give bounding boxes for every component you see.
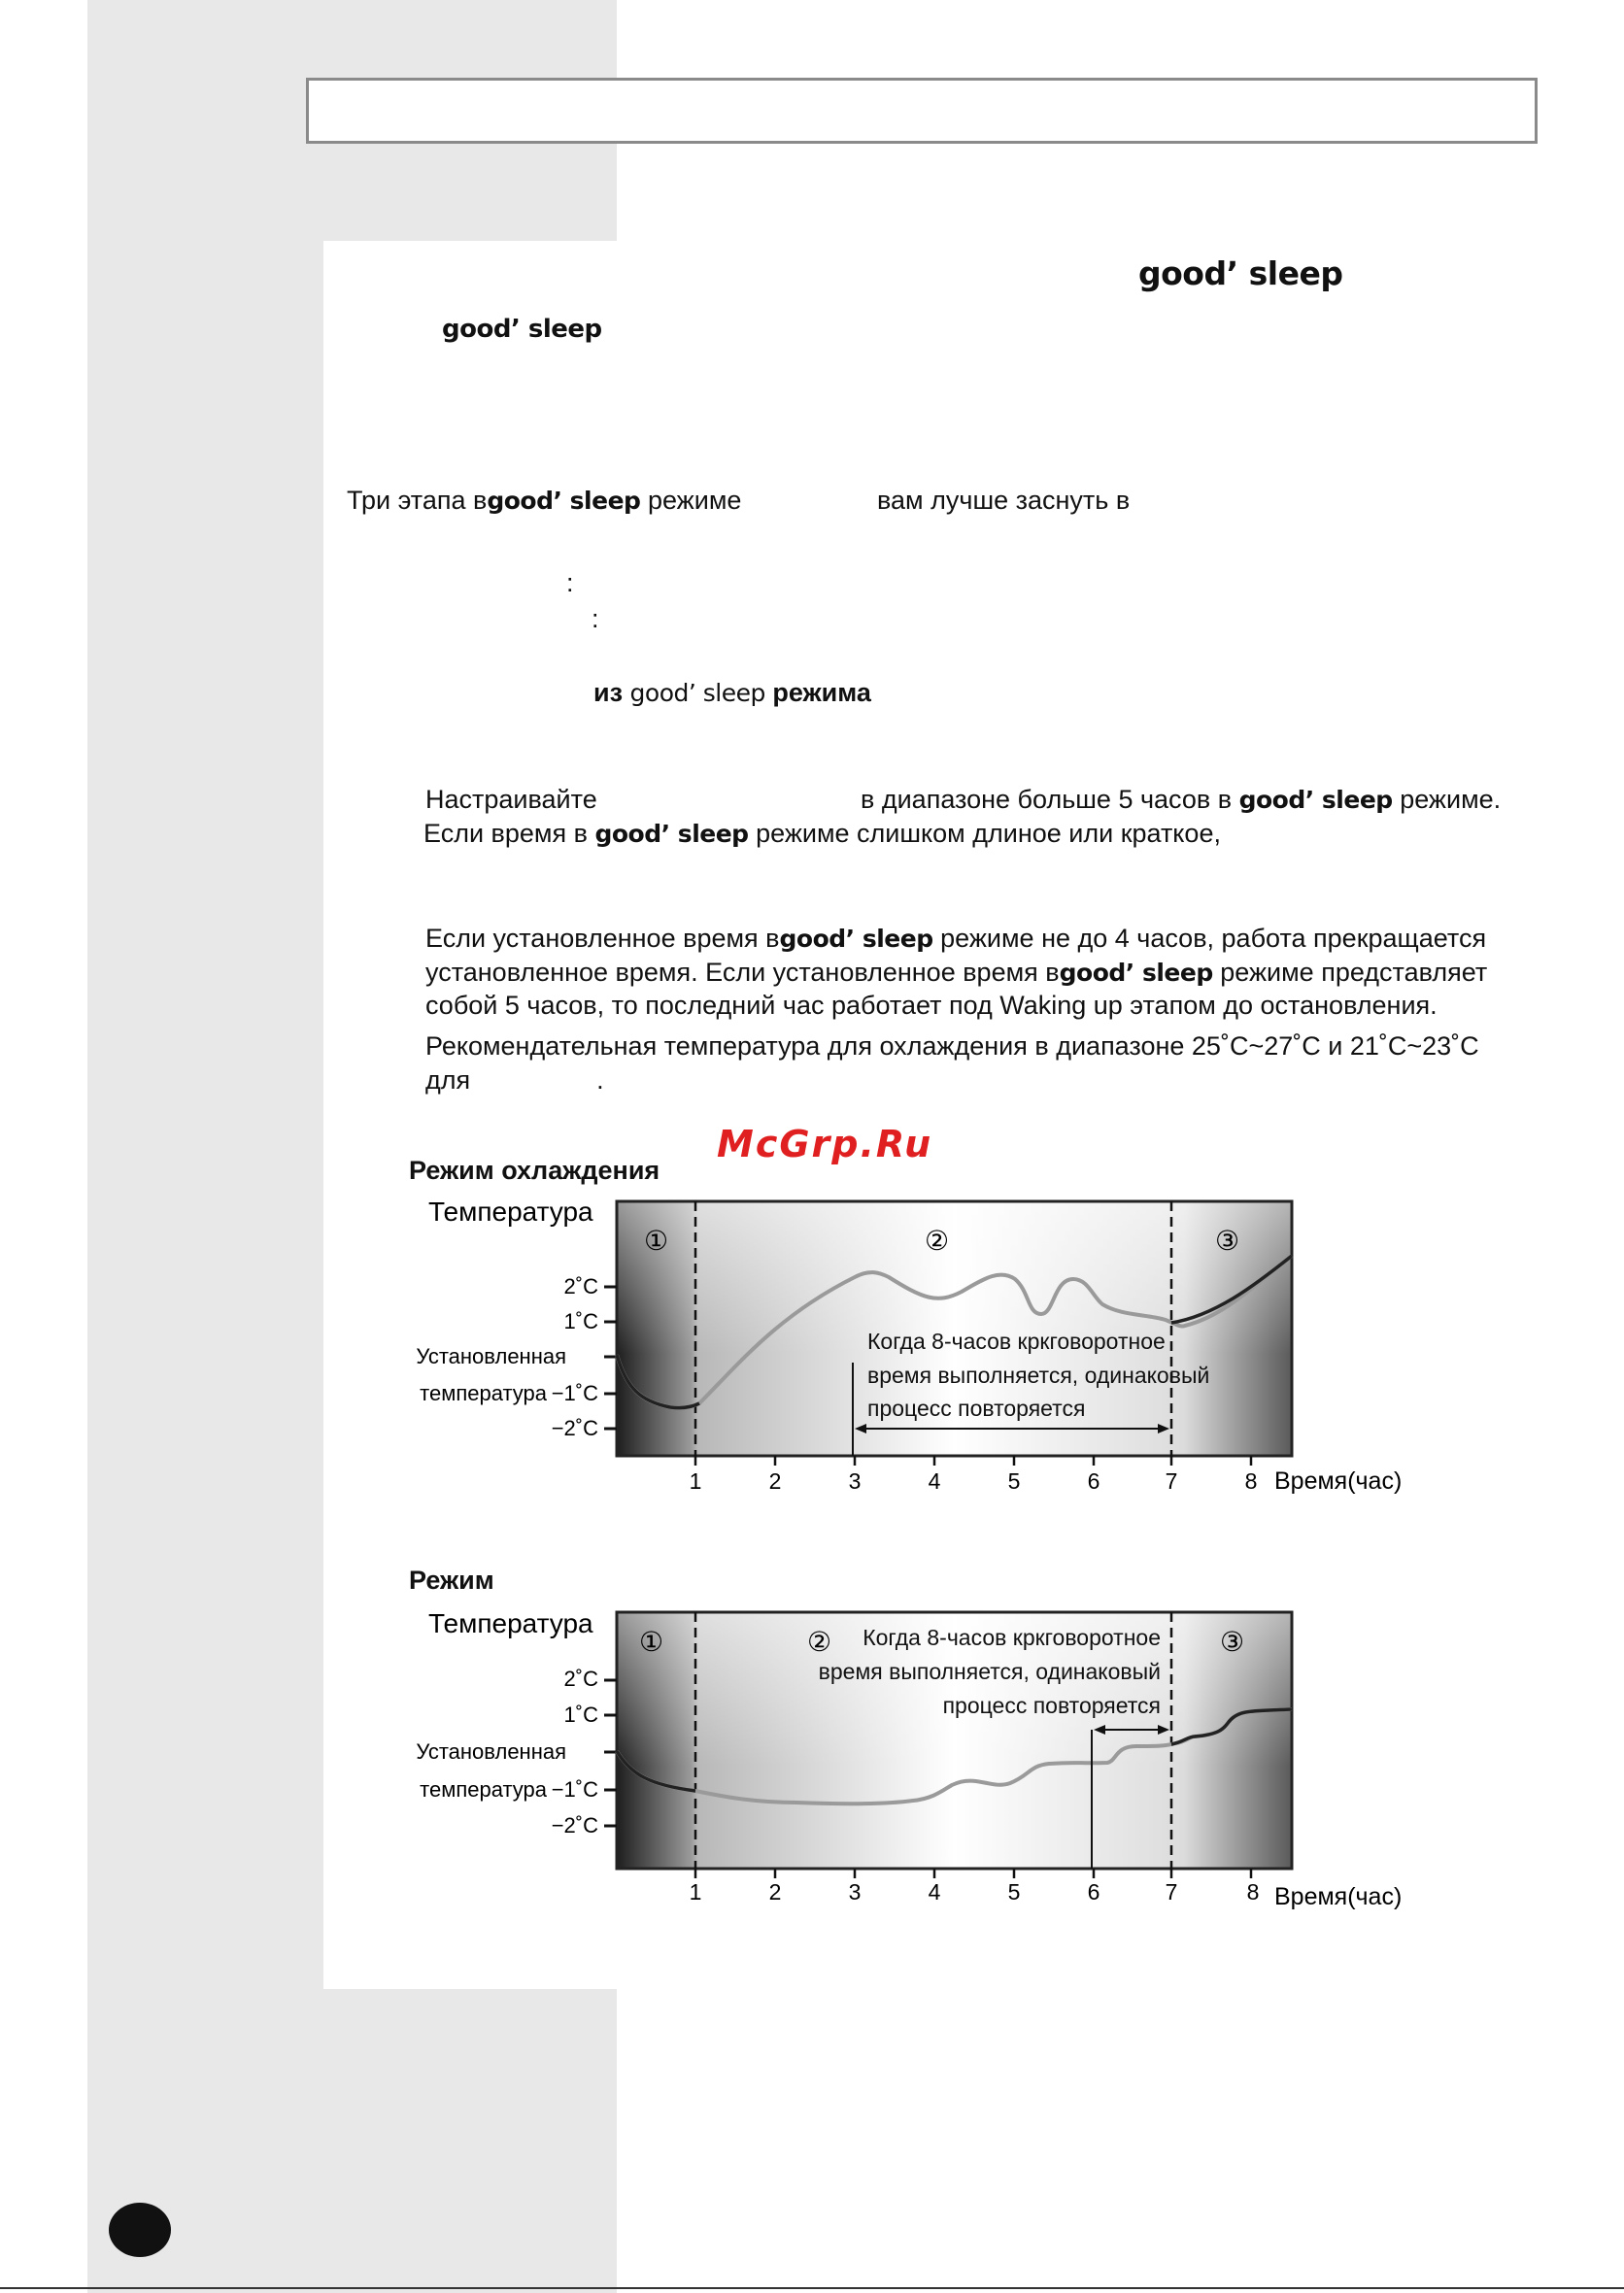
note-3-line-1: Если установленное время вgood’ sleep режиме не до 4 часов, работа прекращается bbox=[425, 924, 1487, 953]
from-mode-line: из good’ sleep режима bbox=[593, 678, 871, 707]
chart-2-ytick-1c: 1˚C bbox=[563, 1703, 598, 1727]
chart-1-xtick: 1 bbox=[689, 1468, 702, 1494]
note-2: Если время в good’ sleep режиме слишком длиное или краткое, bbox=[423, 819, 1221, 848]
chart-1-xtick: 2 bbox=[768, 1468, 782, 1494]
chart-1-stage-3: ③ bbox=[1215, 1226, 1240, 1256]
chart-2-ytick-set2: температура bbox=[420, 1777, 547, 1802]
chart-1-annotation-3: процесс повторяется bbox=[867, 1396, 1086, 1421]
section-title-brand: good’ sleep bbox=[1138, 254, 1343, 292]
chart-1-xtick: 4 bbox=[928, 1468, 941, 1494]
chart-1-xtick: 5 bbox=[1007, 1468, 1021, 1494]
note-3-line-2: установленное время. Если установленное время вgood’ sleep режиме представляет bbox=[425, 958, 1488, 987]
chart-2-annotation-3: процесс повторяется bbox=[942, 1693, 1161, 1718]
chart-2-ytick-m1: −1˚C bbox=[551, 1777, 598, 1802]
intro-line: Три этапа вgood’ sleep режиме bbox=[347, 486, 742, 515]
chart-1-ytick-m2: −2˚C bbox=[551, 1416, 598, 1440]
footer-rule bbox=[0, 2287, 1624, 2289]
chart-2 bbox=[408, 1601, 1438, 1926]
chart-2-xtick: 1 bbox=[689, 1879, 702, 1905]
chart-2-stage-3: ③ bbox=[1220, 1627, 1245, 1657]
chart-2-xtick: 2 bbox=[768, 1879, 782, 1905]
chart-2-ylabel: Температура bbox=[428, 1608, 593, 1638]
chart-1-xtick: 8 bbox=[1244, 1468, 1258, 1494]
chart-2-ytick-m2: −2˚C bbox=[551, 1813, 598, 1838]
watermark: McGrp.Ru bbox=[717, 1123, 933, 1165]
page-number-badge bbox=[109, 2203, 171, 2257]
chart-1 bbox=[408, 1190, 1438, 1510]
chart-2-ytick-set1: Установленная bbox=[416, 1739, 566, 1764]
chart-2-ytick-2c: 2˚C bbox=[563, 1667, 598, 1691]
chart-1-ytick-2c: 2˚C bbox=[563, 1274, 598, 1298]
chart-1-xtick: 6 bbox=[1087, 1468, 1100, 1494]
chart-2-xtick: 8 bbox=[1246, 1879, 1260, 1905]
note-1-b: в диапазоне больше 5 часов в good’ sleep режиме. bbox=[861, 785, 1502, 814]
chart-2-annotation-2: время выполняется, одинаковый bbox=[818, 1659, 1161, 1684]
note-3-line-3: собой 5 часов, то последний час работает под Waking up этапом до остановления. bbox=[425, 991, 1438, 1020]
chart-1-stage-2: ② bbox=[925, 1226, 950, 1256]
chart-2-xlabel: Время(час) bbox=[1274, 1883, 1403, 1910]
chart-2-annotation-1: Когда 8-часов кркговоротное bbox=[863, 1625, 1161, 1650]
chart-1-annotation-1: Когда 8-часов кркговоротное bbox=[867, 1329, 1166, 1354]
chart-1-annotation-2: время выполняется, одинаковый bbox=[867, 1363, 1210, 1388]
chart-2-title: Режим bbox=[409, 1566, 494, 1595]
chart-1-ytick-set1: Установленная bbox=[416, 1344, 566, 1368]
chart-2-xtick: 4 bbox=[928, 1879, 941, 1905]
chart-1-stage-1: ① bbox=[644, 1226, 669, 1256]
chart-1-ytick-set2: температура bbox=[420, 1381, 547, 1405]
colon-1: : bbox=[566, 568, 574, 597]
chart-1-xtick: 7 bbox=[1165, 1468, 1178, 1494]
chart-2-xtick: 5 bbox=[1007, 1879, 1021, 1905]
note-1-a: Настраивайте bbox=[425, 785, 597, 814]
chart-2-stage-1: ① bbox=[639, 1627, 664, 1657]
chart-2-xtick: 7 bbox=[1165, 1879, 1178, 1905]
chart-1-ytick-1c: 1˚C bbox=[563, 1309, 598, 1333]
colon-2: : bbox=[592, 604, 599, 633]
intro-brand: good’ sleep bbox=[442, 315, 602, 344]
chart-1-ylabel: Температура bbox=[428, 1197, 593, 1227]
chart-2-stage-2: ② bbox=[807, 1627, 832, 1657]
intro-line-suffix: вам лучше заснуть в bbox=[877, 486, 1131, 515]
note-4-line-1: Рекомендательная температура для охлаждения в диапазоне 25˚C~27˚C и 21˚C~23˚C bbox=[425, 1031, 1479, 1061]
chart-1-xtick: 3 bbox=[848, 1468, 862, 1494]
chart-2-xtick: 3 bbox=[848, 1879, 862, 1905]
chart-2-xtick: 6 bbox=[1087, 1879, 1100, 1905]
note-4-line-2: для . bbox=[425, 1065, 604, 1095]
chart-1-title: Режим охлаждения bbox=[409, 1156, 660, 1185]
header-box bbox=[306, 78, 1538, 144]
chart-1-ytick-m1: −1˚C bbox=[551, 1381, 598, 1405]
chart-1-xlabel: Время(час) bbox=[1274, 1467, 1403, 1495]
